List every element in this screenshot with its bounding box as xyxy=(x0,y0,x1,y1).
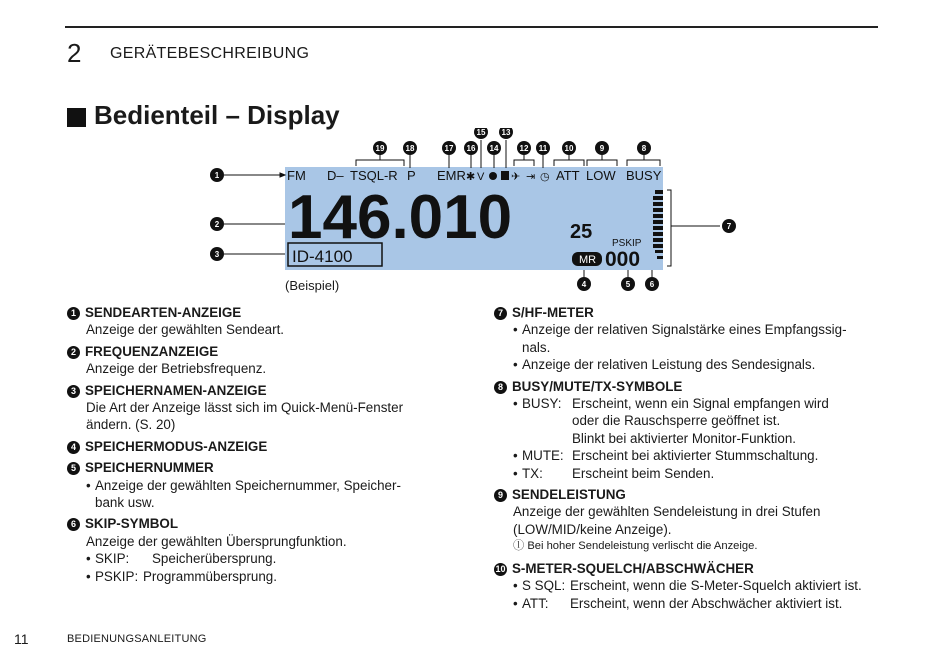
svg-text:7: 7 xyxy=(726,222,732,231)
callout-11 xyxy=(536,141,550,155)
gps-icon: ✈ xyxy=(511,171,521,183)
svg-text:17: 17 xyxy=(444,144,454,153)
bluetooth-icon: ✱ xyxy=(466,171,476,183)
callout-17 xyxy=(442,141,456,155)
item-7-heading xyxy=(494,304,884,321)
item-10-kv: • ATT: Erscheint, wenn der Abschwächer aktiviert ist. xyxy=(513,595,843,611)
callout-8 xyxy=(637,141,651,155)
svg-text:9: 9 xyxy=(599,144,605,153)
item-10-heading xyxy=(494,560,884,577)
svg-text:12: 12 xyxy=(519,144,529,153)
callout-19 xyxy=(373,141,387,155)
lcd-low-text: LOW xyxy=(586,168,616,183)
svg-text:10: 10 xyxy=(564,144,574,153)
callout-15 xyxy=(474,128,488,139)
svg-text:14: 14 xyxy=(489,144,499,153)
item-7-bullet: • Anzeige der relativen Leistung des Sendesignals. xyxy=(513,357,816,373)
item-7-bullet-cont xyxy=(494,339,884,356)
left-column xyxy=(67,304,467,585)
item-3-text: Die Art der Anzeige lässt sich im Quick-Menü-Fenster xyxy=(86,400,404,416)
section-title: Bedienteil – Display xyxy=(94,100,340,130)
kv-value: Programmübersprung. xyxy=(143,568,277,584)
manual-title: BEDIENUNGSANLEITUNG xyxy=(67,633,207,645)
item-8-title: BUSY/MUTE/TX-SYMBOLE xyxy=(512,378,683,394)
svg-text:15: 15 xyxy=(476,128,486,137)
item-6-kv: • PSKIP: Programmübersprung. xyxy=(86,568,277,584)
v-icon: V xyxy=(477,171,485,183)
item-6-kv: • SKIP: Speicherübersprung. xyxy=(86,551,277,567)
tone-arrow-icon: ⇥ xyxy=(526,171,536,183)
svg-text:11: 11 xyxy=(538,144,548,153)
svg-text:8: 8 xyxy=(641,144,647,153)
item-5-number: 5 xyxy=(67,462,80,475)
lcd-pskip: PSKIP xyxy=(612,238,642,249)
item-9-text: Anzeige der gewählten Sendeleistung in drei Stufen xyxy=(513,504,821,520)
callout-13 xyxy=(499,128,513,139)
callout-12 xyxy=(517,141,531,155)
clock-icon: ◷ xyxy=(540,171,550,183)
item-7-bullet-text: Anzeige der relativen Signalstärke eines Empfangssig- xyxy=(522,322,847,338)
item-5-bullet-text: bank usw. xyxy=(95,495,155,511)
item-1-text: Anzeige der gewählten Sendeart. xyxy=(86,322,285,338)
svg-text:6: 6 xyxy=(649,280,655,289)
item-1-number: 1 xyxy=(67,307,80,320)
item-5-bullet-text: Anzeige der gewählten Speichernummer, Speicher- xyxy=(95,477,401,493)
kv-value: Erscheint, wenn ein Signal empfangen wird xyxy=(572,396,829,412)
item-1-title: SENDEARTEN-ANZEIGE xyxy=(85,305,242,320)
callout-4 xyxy=(577,277,591,291)
section-square-icon xyxy=(67,108,86,127)
lcd-memory-name: ID-4100 xyxy=(292,247,353,266)
kv-value: Erscheint, wenn der Abschwächer aktiviert ist. xyxy=(570,595,843,611)
item-10-kv: • S SQL: Erscheint, wenn die S-Meter-Squelch aktiviert ist. xyxy=(513,578,862,594)
item-9-title: SENDELEISTUNG xyxy=(512,487,626,503)
kv-value: Erscheint bei aktivierter Stummschaltung. xyxy=(572,448,819,464)
svg-text:13: 13 xyxy=(501,128,511,137)
lcd-frequency: 146.010 xyxy=(288,183,513,252)
record-dot-icon xyxy=(489,172,497,180)
figure-caption: (Beispiel) xyxy=(285,278,340,293)
item-5-bullet-cont xyxy=(67,494,467,511)
svg-text:19: 19 xyxy=(375,144,385,153)
item-7-number: 7 xyxy=(494,307,507,320)
item-7-bullet: • Anzeige der relativen Signalstärke eines Empfangssig- xyxy=(513,322,847,338)
svg-text:2: 2 xyxy=(214,220,220,229)
svg-text:1: 1 xyxy=(214,171,220,180)
item-8-kv-cont xyxy=(494,412,884,429)
lcd-frequency-small: 25 xyxy=(570,221,593,243)
item-3-heading xyxy=(67,382,467,399)
item-8-number: 8 xyxy=(494,381,507,394)
item-10-title: S-METER-SQUELCH/ABSCHWÄCHER xyxy=(512,560,754,576)
chapter-number: 2 xyxy=(67,38,82,68)
item-9-number: 9 xyxy=(494,489,507,502)
lcd-emr-text: EMR xyxy=(437,168,466,183)
right-column xyxy=(494,304,884,612)
kv-value: Blinkt bei aktivierter Monitor-Funktion. xyxy=(572,430,797,446)
item-4-number: 4 xyxy=(67,441,80,454)
kv-key: ATT: xyxy=(522,595,549,611)
callout-5 xyxy=(621,277,635,291)
header-rule xyxy=(65,26,878,28)
item-9-note xyxy=(494,538,884,555)
item-10-number: 10 xyxy=(495,563,506,574)
item-7-bullet-text: nals. xyxy=(522,339,551,355)
note-text: Bei hoher Sendeleistung verlischt die Anzeige. xyxy=(527,540,758,553)
svg-text:16: 16 xyxy=(466,144,476,153)
item-8-kv: • MUTE: Erscheint bei aktivierter Stummschaltung. xyxy=(513,448,819,464)
page-number: 11 xyxy=(14,631,29,647)
lcd-memory-number: 000 xyxy=(605,248,641,271)
item-5-heading xyxy=(67,459,467,476)
chapter-title: GERÄTEBESCHREIBUNG xyxy=(110,45,310,62)
item-2-heading xyxy=(67,343,467,360)
kv-key: PSKIP: xyxy=(95,568,139,584)
callout-10 xyxy=(562,141,576,155)
item-2-title: FREQUENZANZEIGE xyxy=(85,343,219,359)
svg-text:3: 3 xyxy=(214,250,220,259)
callout-1 xyxy=(210,168,224,182)
item-6-text: Anzeige der gewählten Übersprungfunktion. xyxy=(86,533,347,549)
item-8-kv: • BUSY: Erscheint, wenn ein Signal empfangen wird xyxy=(513,396,829,412)
callout-9 xyxy=(595,141,609,155)
item-2-text: Anzeige der Betriebsfrequenz. xyxy=(86,361,267,377)
item-7-bullet-text: Anzeige der relativen Leistung des Sendesignals. xyxy=(522,357,816,373)
display-figure xyxy=(200,128,760,298)
svg-text:18: 18 xyxy=(405,144,415,153)
note-icon: ⓛ xyxy=(513,540,525,553)
item-5-title: SPEICHERNUMMER xyxy=(85,460,214,476)
lcd-busy-text: BUSY xyxy=(626,168,662,183)
item-3-number: 3 xyxy=(67,385,80,398)
item-4-heading xyxy=(67,438,467,455)
item-6-number: 6 xyxy=(67,518,80,531)
item-8-kv: • TX: Erscheint beim Senden. xyxy=(513,465,715,481)
kv-value: Speicherübersprung. xyxy=(152,551,277,567)
kv-key: MUTE: xyxy=(522,448,564,464)
item-1-heading xyxy=(67,304,467,321)
lcd-mr: MR xyxy=(579,254,597,266)
item-2-number: 2 xyxy=(67,346,80,359)
lcd-mode-text: FM xyxy=(287,168,306,183)
kv-key: SKIP: xyxy=(95,551,130,567)
svg-text:5: 5 xyxy=(625,280,631,289)
item-9-heading xyxy=(494,486,884,503)
kv-key: S SQL: xyxy=(522,578,566,594)
callout-18 xyxy=(403,141,417,155)
lcd-dash-text: D– xyxy=(327,168,344,183)
item-7-title: S/HF-METER xyxy=(512,305,594,320)
sd-card-icon xyxy=(501,171,509,180)
callout-7 xyxy=(722,219,736,233)
kv-value: Erscheint beim Senden. xyxy=(572,465,715,481)
item-8-kv-cont xyxy=(494,430,884,447)
lcd-att-text: ATT xyxy=(556,168,580,183)
item-5-bullet: • Anzeige der gewählten Speichernummer, Speicher- xyxy=(86,477,401,493)
callout-14 xyxy=(487,141,501,155)
callout-16 xyxy=(464,141,478,155)
lcd-tone-text: TSQL-R xyxy=(350,168,398,183)
svg-text:4: 4 xyxy=(581,280,587,289)
item-3-title: SPEICHERNAMEN-ANZEIGE xyxy=(85,382,267,398)
item-6-title: SKIP-SYMBOL xyxy=(85,516,178,532)
kv-value: Erscheint, wenn die S-Meter-Squelch aktiviert ist. xyxy=(570,578,862,594)
callout-2 xyxy=(210,217,224,231)
lcd-p-text: P xyxy=(407,168,416,183)
item-6-heading xyxy=(67,515,467,532)
item-3-text: ändern. (S. 20) xyxy=(86,417,176,433)
item-8-heading xyxy=(494,378,884,395)
item-9-text: (LOW/MID/keine Anzeige). xyxy=(513,521,672,537)
kv-key: BUSY: xyxy=(522,396,562,412)
callout-3 xyxy=(210,247,224,261)
kv-key: TX: xyxy=(522,465,543,481)
callout-6 xyxy=(645,277,659,291)
kv-value: oder die Rauschsperre geöffnet ist. xyxy=(572,413,781,429)
item-4-title: SPEICHERMODUS-ANZEIGE xyxy=(85,438,268,454)
